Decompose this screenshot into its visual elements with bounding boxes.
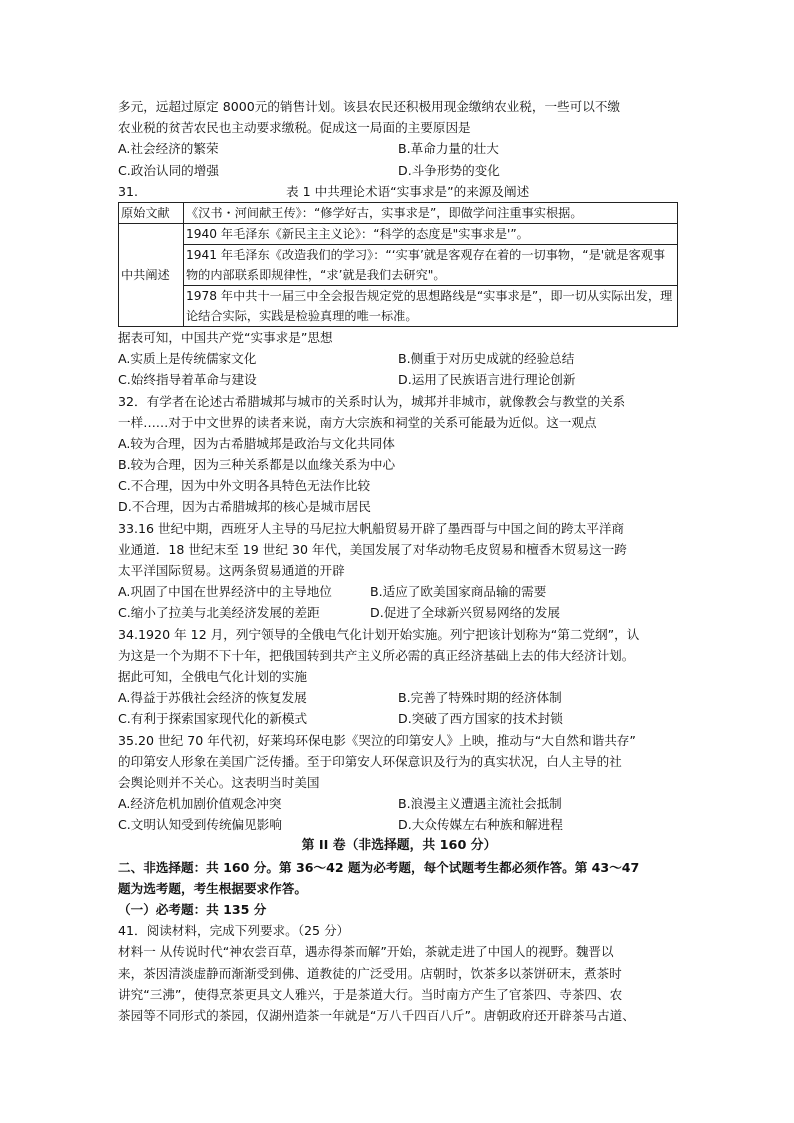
q30-option-c[interactable]: C.政治认同的增强 — [118, 162, 219, 178]
q35-option-b[interactable]: B.浪漫主义遭遇主流社会抵制 — [398, 796, 562, 812]
q33-option-c[interactable]: C.缩小了拉美与北美经济发展的差距 — [118, 605, 320, 621]
q41-material-line: 讲究“三沸”，使得烹茶更具文人雅兴，于是茶道大行。当时南方产生了官茶四、寺茶四、农 — [118, 986, 623, 1002]
q41-stem: 41．阅读材料，完成下列要求。（25 分） — [118, 923, 350, 939]
section-instructions: 题为选考题，考生根据要求作答。 — [118, 880, 307, 896]
q30-options-row — [118, 138, 680, 159]
q35-options-row — [118, 814, 680, 835]
q31-options-row — [118, 348, 680, 369]
q34-option-b[interactable]: B.完善了特殊时期的经济体制 — [398, 690, 562, 706]
q31-option-b[interactable]: B.侧重于对历史成就的经验总结 — [398, 351, 575, 367]
q34-text-line: 据此可知，全俄电气化计划的实施 — [118, 668, 307, 684]
q33-option-a[interactable]: A.巩固了中国在世界经济中的主导地位 — [118, 584, 332, 600]
required-questions-heading: （一）必考题：共 135 分 — [118, 902, 267, 917]
q41-material-line: 来，茶因清淡虚静而渐渐受到佛、道教徒的广泛受用。店朝时，饮茶多以茶饼研末，煮茶时 — [118, 965, 622, 981]
q34-options-row — [118, 708, 680, 729]
q31-options-row — [118, 369, 680, 390]
q34-option-a[interactable]: A.得益于苏俄社会经济的恢复发展 — [118, 690, 307, 706]
table-cell-1941: 1941 年毛泽东《改造我们的学习》：“‘实事’就是客观存在着的一切事物，“是'就是客观事物的内部联系即规律性，“求’就是我们去研究"。 — [184, 244, 678, 285]
q35-option-c[interactable]: C.文明认知受到传统偏见影响 — [118, 817, 282, 833]
q33-options-row — [118, 581, 680, 602]
q34-options-row — [118, 687, 680, 708]
table-row-head-ccp: 中共阐述 — [119, 223, 184, 326]
q32-text-line: 32．有学者在论述古希腊城邦与城市的关系时认为，城邦并非城市，就像教会与教堂的关系 — [118, 393, 626, 409]
q35-text-line: 会舆论则并不关心。这表明当时美国 — [118, 774, 320, 790]
q30-text-line: 多元，远超过原定 8000元的销售计划。该县农民还积极用现金缴纳农业税，一些可以不缴 — [118, 99, 621, 114]
q31-number: 31. — [118, 183, 139, 199]
q34-option-c[interactable]: C.有利于探索国家现代化的新模式 — [118, 711, 308, 727]
q33-options-row — [118, 602, 680, 623]
q34-option-d[interactable]: D.突破了西方国家的技术封锁 — [398, 711, 563, 727]
q33-option-b[interactable]: B.适应了欧美国家商品输的需要 — [370, 584, 547, 600]
q35-text-line: 的印第安人形象在美国广泛传播。至于印第安人环保意识及行为的真实状况，白人主导的社 — [118, 753, 622, 769]
q33-text-line: 33.16 世纪中期，西班牙人主导的马尼拉大帆船贸易开辟了墨西哥与中国之间的跨太平洋商 — [118, 520, 625, 536]
q30-option-a[interactable]: A.社会经济的繁荣 — [118, 141, 219, 157]
q30-options-row — [118, 160, 680, 181]
q31-stem: 据表可知，中国共产党“实事求是”思想 — [118, 329, 333, 345]
q32-option-c[interactable]: C.不合理，因为中外文明各具特色无法作比较 — [118, 478, 371, 494]
q32-option-a[interactable]: A.较为合理，因为古希腊城邦是政治与文化共同体 — [118, 435, 395, 451]
q32-text-line: 一样……对于中文世界的读者来说，南方大宗族和祠堂的关系可能最为近似。这一观点 — [118, 414, 597, 430]
q31-option-a[interactable]: A.实质上是传统儒家文化 — [118, 351, 257, 367]
table-row-head-original: 原始文献 — [119, 202, 184, 223]
section-instructions: 二、非选择题：共 160 分。第 36～42 题为必考题，每个试题考生都必须作答。第 43～47 — [118, 859, 640, 875]
table-cell-1978: 1978 年中共十一届三中全会报告规定党的思想路线是“实事求是”，即一切从实际出发，理论结合实际，实践是检验真理的唯一标准。 — [184, 285, 678, 326]
q32-option-b[interactable]: B.较为合理，因为三种关系都是以血缘关系为中心 — [118, 457, 396, 473]
q30-option-d[interactable]: D.斗争形势的变化 — [398, 162, 500, 178]
q35-option-d[interactable]: D.大众传媒左右种族和解进程 — [398, 817, 563, 833]
exam-page — [118, 96, 680, 1026]
section-heading: 第 II 卷（非选择题，共 160 分） — [301, 838, 497, 854]
q35-option-a[interactable]: A.经济危机加剧价值观念冲突 — [118, 796, 282, 812]
q30-option-b[interactable]: B.革命力量的壮大 — [398, 141, 499, 157]
table-cell-1940: 1940 年毛泽东《新民主主义论》：“科学的态度是"实事求是'”。 — [184, 223, 678, 244]
q41-material-line: 材料一 从传说时代“神农尝百草，遇赤得茶而解”开始，茶就走进了中国人的视野。魏晋以 — [118, 944, 614, 960]
q32-option-d[interactable]: D.不合理，因为古希腊城邦的核心是城市居民 — [118, 499, 371, 515]
table-cell-original: 《汉书・河间献王传》：“修学好古，实事求是”，即做学问注重事实根据。 — [184, 202, 678, 223]
q31-table — [118, 202, 678, 327]
q31-option-c[interactable]: C.始终指导着革命与建设 — [118, 372, 257, 388]
q34-text-line: 为这是一个为期不下十年，把俄国转到共产主义所必需的真正经济基础上去的伟大经济计划。 — [118, 647, 635, 663]
q33-text-line: 太平洋国际贸易。这两条贸易通道的开辟 — [118, 563, 345, 578]
q34-text-line: 34.1920 年 12 月，列宁领导的全俄电气化计划开始实施。列宁把该计划称为“第二党纲”，认 — [118, 626, 640, 642]
q31-title-row — [118, 181, 680, 202]
q33-text-line: 业通道．18 世纪末至 19 世纪 30 年代，美国发展了对华动物毛皮贸易和檀香木贸易这一跨 — [118, 541, 627, 557]
q33-option-d[interactable]: D.促进了全球新兴贸易网络的发展 — [370, 605, 561, 621]
q35-text-line: 35.20 世纪 70 年代初，好莱坞环保电影《哭泣的印第安人》上映，推动与“大自然和谐共存” — [118, 732, 636, 748]
q35-options-row — [118, 793, 680, 814]
q41-material-line: 茶园等不同形式的茶园，仅湖州造茶一年就是“万八千四百八斤”。唐朝政府还开辟茶马古道、 — [118, 1007, 635, 1023]
q31-table-title: 表 1 中共理论术语“实事求是”的来源及阐述 — [286, 183, 530, 199]
q30-text-line: 农业税的贫苦农民也主动要求缴税。促成这一局面的主要原因是 — [118, 120, 471, 136]
q31-option-d[interactable]: D.运用了民族语言进行理论创新 — [398, 372, 576, 388]
